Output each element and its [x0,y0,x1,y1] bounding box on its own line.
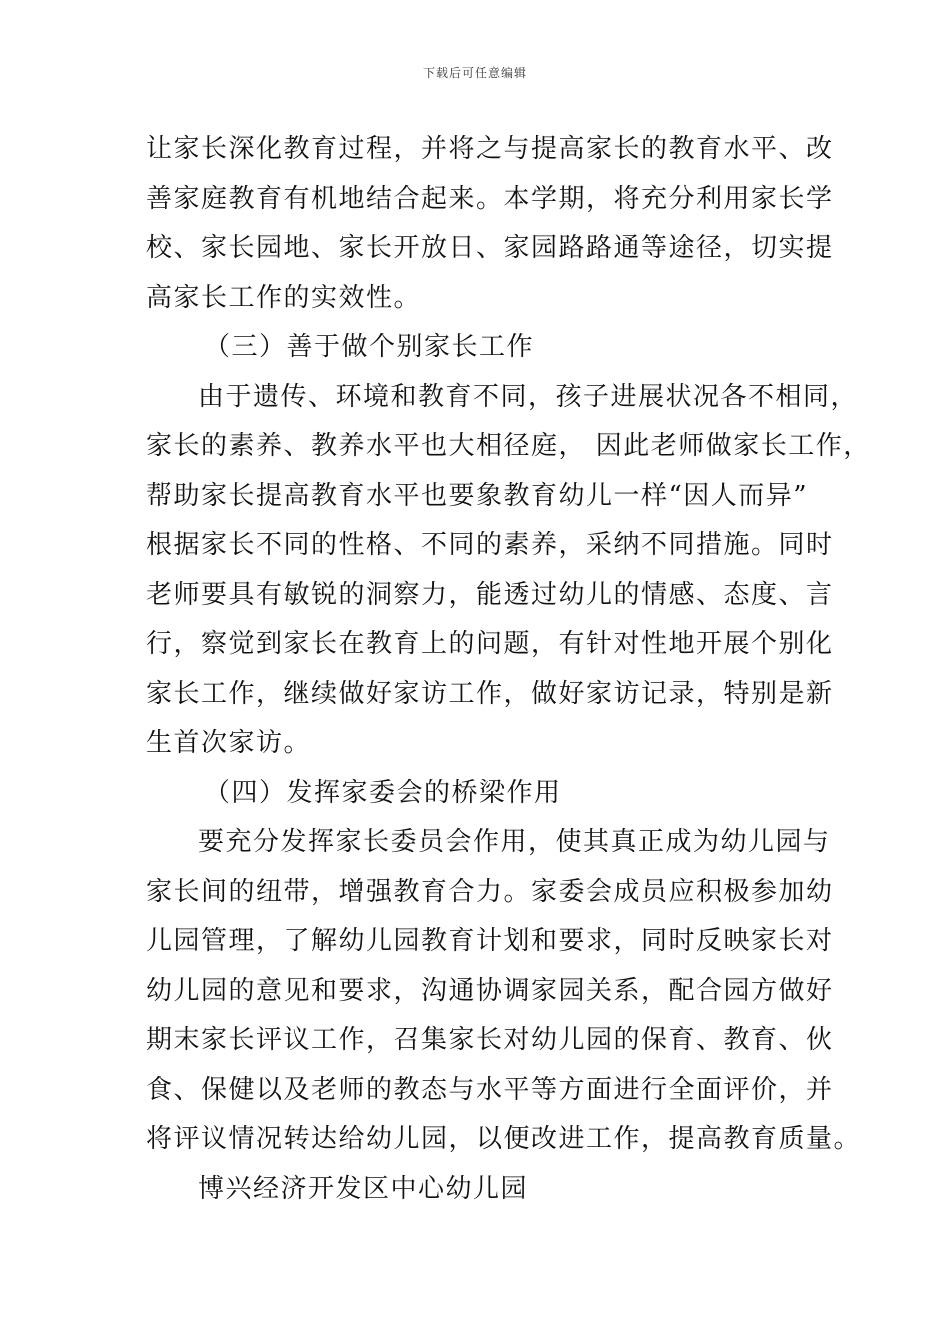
paragraph-line: 家长工作，继续做好家访工作，做好家访记录，特别是新 [146,678,834,709]
paragraph-line: 期末家长评议工作，召集家长对幼儿园的保育、教育、伙 [146,1025,834,1055]
document-body [146,125,871,1214]
paragraph-line: 生首次家访。 [146,728,312,758]
paragraph-line: 幼儿园的意见和要求，沟通协调家园关系，配合园方做好 [146,975,834,1006]
paragraph-line: 行，察觉到家长在教育上的问题，有针对性地开展个别化 [146,629,834,659]
paragraph-line: 家长的素养、教养水平也大相径庭， 因此老师做家长工作， [146,431,871,461]
paragraph-line: 老师要具有敏锐的洞察力，能透过幼儿的情感、态度、言 [146,579,834,610]
paragraph-line: 善家庭教育有机地结合起来。本学期，将充分利用家长学 [146,183,834,214]
paragraph-line: 根据家长不同的性格、不同的素养，采纳不同措施。同时 [146,530,834,560]
paragraph-line: 让家长深化教育过程，并将之与提高家长的教育水平、改 [146,134,834,164]
paragraph-line: 儿园管理，了解幼儿园教育计划和要求，同时反映家长对 [146,926,834,956]
paragraph-line: 要充分发挥家长委员会作用，使其真正成为幼儿园与 [198,827,831,857]
page-header: 下载后可任意编辑 [422,66,527,80]
paragraph-line: 食、保健以及老师的教态与水平等方面进行全面评价，并 [146,1074,834,1105]
section-heading-3: （三）善于做个别家长工作 [204,332,535,362]
signature-organization: 博兴经济开发区中心幼儿园 [198,1173,529,1204]
paragraph-line: 家长间的纽带，增强教育合力。家委会成员应积极参加幼 [146,876,834,907]
paragraph-line: 由于遗传、环境和教育不同，孩子进展状况各不相同， [198,381,859,412]
paragraph-line: 帮助家长提高教育水平也要象教育幼儿一样“因人而异” [146,480,809,511]
paragraph-line: 将评议情况转达给幼儿园，以便改进工作，提高教育质量。 [146,1124,862,1154]
section-heading-4: （四）发挥家委会的桥梁作用 [204,777,562,808]
paragraph-line: 高家长工作的实效性。 [146,282,422,313]
paragraph-line: 校、家长园地、家长开放日、家园路路通等途径，切实提 [146,233,834,263]
